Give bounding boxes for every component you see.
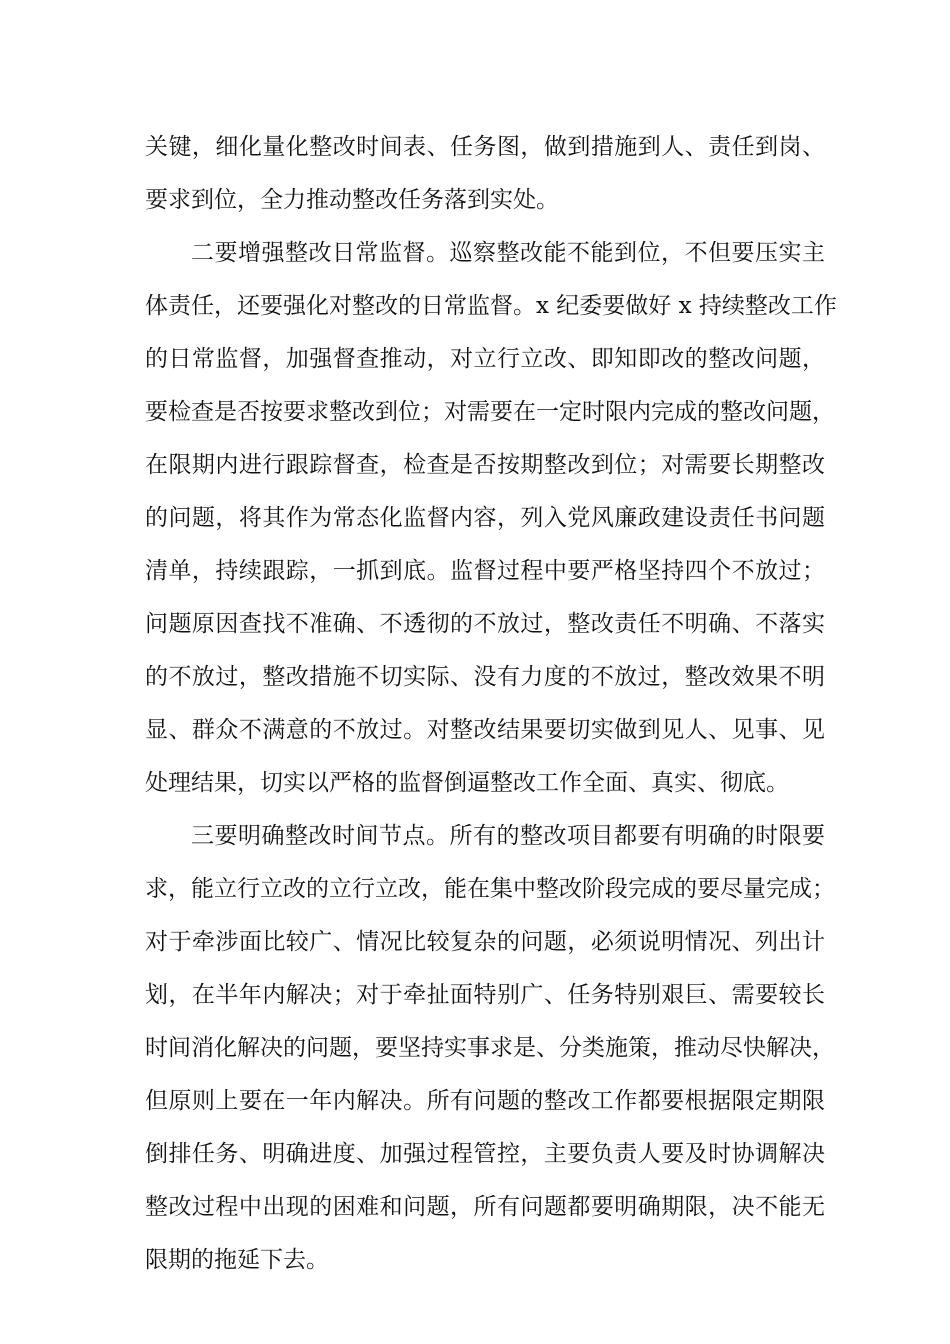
- text-line: 时间消化解决的问题，要坚持实事求是、分类施策，推动尽快解决，: [145, 1035, 835, 1061]
- text-line: 整改过程中出现的困难和问题，所有问题都要明确期限，决不能无: [145, 1194, 825, 1220]
- text-line: 限期的拖延下去。: [145, 1247, 329, 1273]
- text-line: 显、群众不满意的不放过。对整改结果要切实做到见人、见事、见: [145, 717, 825, 743]
- text-line: 体责任，还要强化对整改的日常监督。x 纪委要做好 x 持续整改工作: [145, 293, 837, 319]
- text-line: 要求到位，全力推动整改任务落到实处。: [145, 187, 559, 213]
- text-line: 求，能立行立改的立行立改，能在集中整改阶段完成的要尽量完成；: [145, 876, 835, 902]
- text-line: 关键，细化量化整改时间表、任务图，做到措施到人、责任到岗、: [145, 134, 825, 160]
- text-line: 问题原因查找不准确、不透彻的不放过，整改责任不明确、不落实: [145, 611, 825, 637]
- text-line: 的日常监督，加强督查推动，对立行立改、即知即改的整改问题，: [145, 346, 825, 372]
- text-line: 的不放过，整改措施不切实际、没有力度的不放过，整改效果不明: [145, 664, 825, 690]
- text-line: 的问题，将其作为常态化监督内容，列入党风廉政建设责任书问题: [145, 505, 825, 531]
- text-line: 要检查是否按要求整改到位；对需要在一定时限内完成的整改问题，: [145, 399, 835, 425]
- text-line: 划，在半年内解决；对于牵扯面特别广、任务特别艰巨、需要较长: [145, 982, 825, 1008]
- text-line: 处理结果，切实以严格的监督倒逼整改工作全面、真实、彻底。: [145, 770, 789, 796]
- paragraph-first-line: 二要增强整改日常监督。巡察整改能不能到位，不但要压实主: [191, 240, 825, 266]
- text-line: 清单，持续跟踪，一抓到底。监督过程中要严格坚持四个不放过；: [145, 558, 825, 584]
- text-line: 但原则上要在一年内解决。所有问题的整改工作都要根据限定期限: [145, 1088, 825, 1114]
- text-line: 倒排任务、明确进度、加强过程管控，主要负责人要及时协调解决: [145, 1141, 825, 1167]
- text-line: 对于牵涉面比较广、情况比较复杂的问题，必须说明情况、列出计: [145, 929, 825, 955]
- text-line: 在限期内进行跟踪督查，检查是否按期整改到位；对需要长期整改: [145, 452, 825, 478]
- paragraph-first-line: 三要明确整改时间节点。所有的整改项目都要有明确的时限要: [191, 823, 825, 849]
